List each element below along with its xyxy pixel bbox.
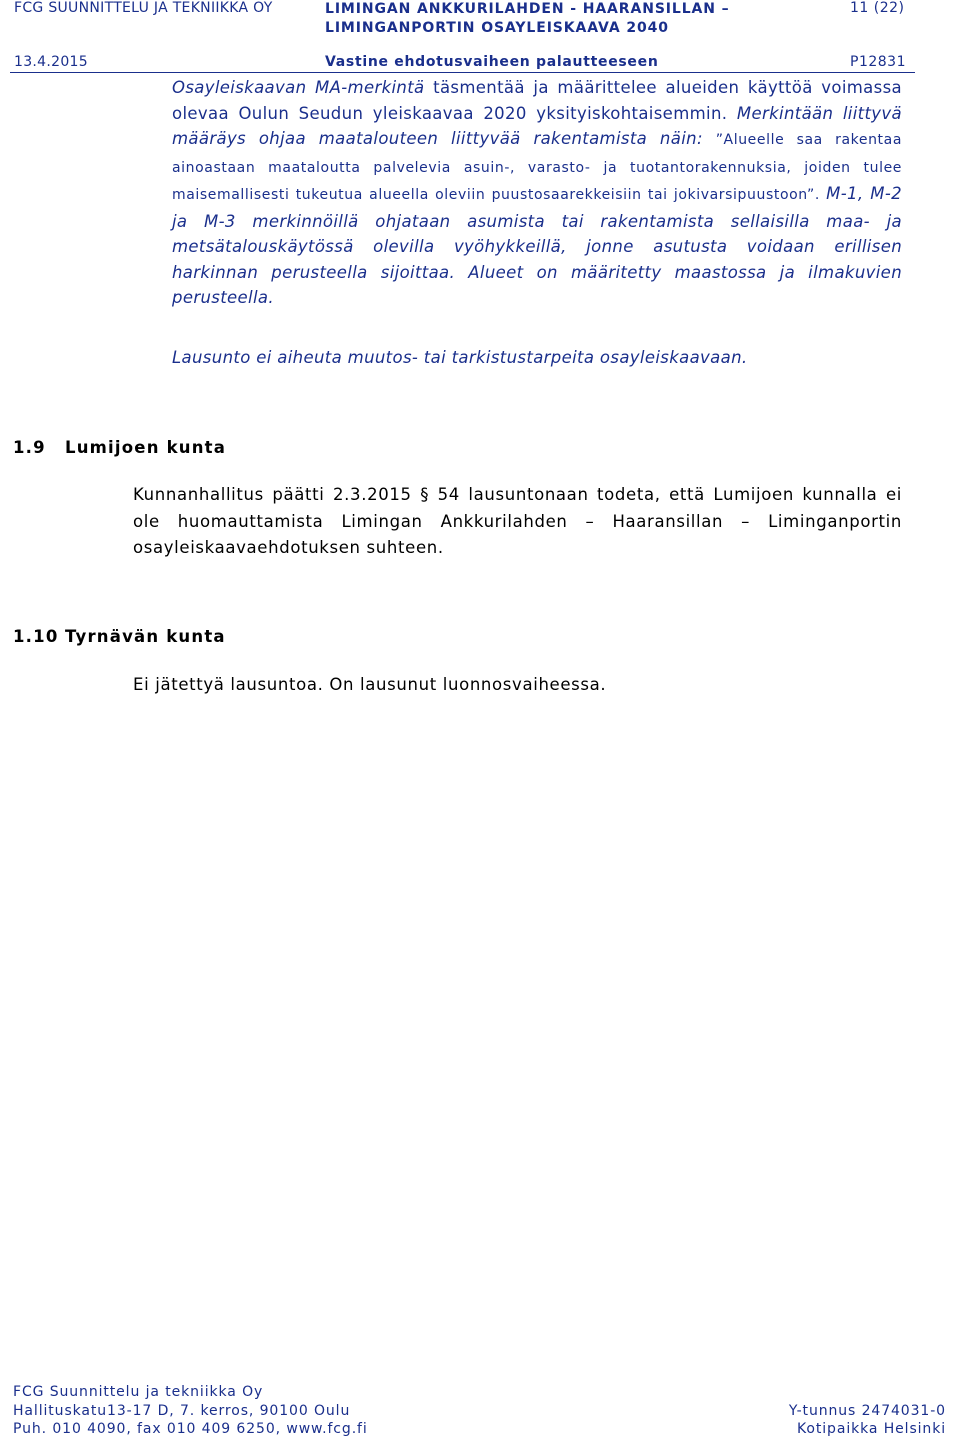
response-paragraph <box>172 75 902 311</box>
section-number: 1.9 <box>13 438 46 457</box>
m-marking-italic: M-1, M-2 ja M-3 merkinnöillä ohjataan asumista tai rakentamista sellaisilla maa- ja metsätalouskäytössä olevilla vyöhykkeillä, jonne asutusta voidaan erillisen harkinnan perusteella sijoittaa. Alueet on määritetty maastossa ja ilmakuvien perusteella. <box>172 184 902 307</box>
header-project-number: P12831 <box>850 54 906 70</box>
rule-italic: Merkintään liittyvä määräys ohjaa maatalouteen liittyvää rakentamista näin: <box>172 103 902 148</box>
header-document-title <box>325 0 730 38</box>
section-heading-tyrnava <box>13 627 226 646</box>
footer-contact: Puh. 010 4090, fax 010 409 6250, www.fcg.fi <box>13 1421 368 1437</box>
footer-domicile: Kotipaikka Helsinki <box>797 1421 946 1437</box>
header-divider <box>10 72 915 73</box>
quote-open: ” <box>715 132 724 148</box>
header-page-number: 11 (22) <box>850 0 905 16</box>
section-number: 1.10 <box>13 627 59 646</box>
section-heading-lumijoki <box>13 438 226 457</box>
intro-italic: Osayleiskaavan MA-merkintä <box>172 78 425 97</box>
footer-address: Hallituskatu13-17 D, 7. kerros, 90100 Oulu <box>13 1403 351 1419</box>
header-subject: Vastine ehdotusvaiheen palautteeseen <box>325 54 659 70</box>
header-title-line2: LIMINGANPORTIN OSAYLEISKAAVA 2040 <box>325 20 669 36</box>
footer-business-id: Y-tunnus 2474031-0 <box>788 1403 946 1419</box>
quote-close: ”. <box>806 187 827 203</box>
header-company: FCG SUUNNITTELU JA TEKNIIKKA OY <box>14 0 273 16</box>
footer-company: FCG Suunnittelu ja tekniikka Oy <box>13 1384 264 1400</box>
header-title-line1: LIMINGAN ANKKURILAHDEN - HAARANSILLAN – <box>325 1 730 17</box>
quoted-rule: Alueelle saa rakentaa ainoastaan maataloutta palvelevia asuin-, varasto- ja tuotantorakennuksia, joiden tulee maisemallisesti tukeutua alueella oleviin puustosaarekkeisiin tai jokivarsipuustoon <box>172 132 902 203</box>
section-title: Lumijoen kunta <box>65 438 227 457</box>
response-conclusion: Lausunto ei aiheuta muutos- tai tarkistustarpeita osayleiskaavaan. <box>172 348 748 367</box>
intro-regular: täsmentää ja määrittelee alueiden käyttöä voimassa olevaa Oulun Seudun yleiskaavaa 2020 yksityiskohtaisemmin. <box>172 78 902 123</box>
section-body-tyrnava: Ei jätettyä lausuntoa. On lausunut luonnosvaiheessa. <box>133 675 607 694</box>
section-title: Tyrnävän kunta <box>65 627 226 646</box>
header-date: 13.4.2015 <box>14 54 88 70</box>
section-body-lumijoki: Kunnanhallitus päätti 2.3.2015 § 54 lausuntonaan todeta, että Lumijoen kunnalla ei ole huomauttamista Limingan Ankkurilahden – Haaransillan – Liminganportin osayleiskaavaehdotuksen suhteen. <box>133 485 902 557</box>
